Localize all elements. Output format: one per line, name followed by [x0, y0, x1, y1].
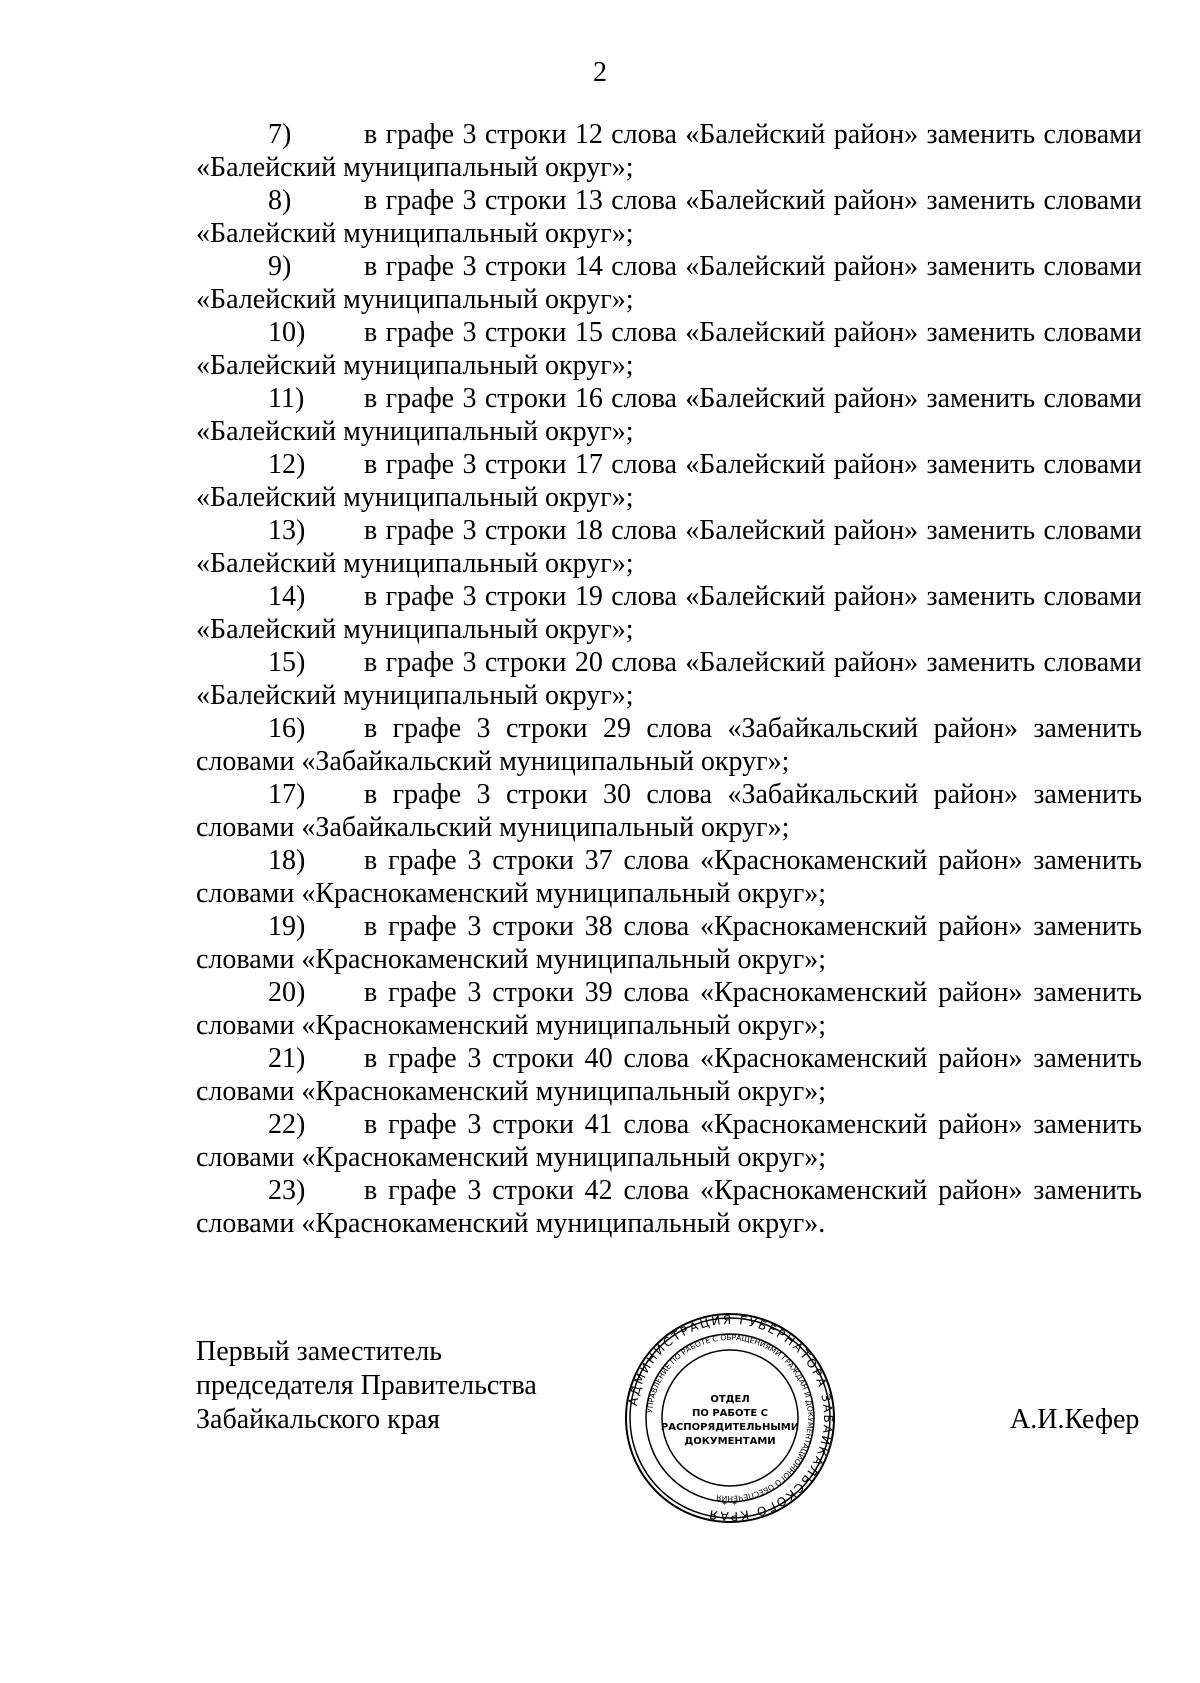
- amendment-text: в графе 3 строки 42 слова «Краснокаменский район» заменить: [364, 1175, 1142, 1206]
- amendment-item: [196, 514, 1142, 580]
- amendment-continuation: «Балейский муниципальный округ»;: [196, 152, 634, 183]
- amendment-item: [196, 580, 1142, 646]
- amendment-first-line: [196, 976, 1142, 1009]
- amendment-continuation: словами «Краснокаменский муниципальный округ»;: [196, 1142, 826, 1173]
- amendment-first-line: [196, 448, 1142, 481]
- amendment-first-line: [196, 580, 1142, 613]
- amendment-text: в графе 3 строки 19 слова «Балейский район» заменить словами: [364, 581, 1142, 612]
- amendment-continuation: словами «Краснокаменский муниципальный округ»;: [196, 1076, 826, 1107]
- amendment-first-line: [196, 316, 1142, 349]
- amendment-continuation: словами «Краснокаменский муниципальный округ»;: [196, 944, 826, 975]
- amendment-continuation: «Балейский муниципальный округ»;: [196, 614, 634, 645]
- signature-block: [196, 1335, 537, 1437]
- amendment-first-line: [196, 1108, 1142, 1141]
- amendment-first-line: [196, 1042, 1142, 1075]
- amendment-first-line: [196, 910, 1142, 943]
- amendment-first-line: [196, 382, 1142, 415]
- amendment-first-line: [196, 778, 1142, 811]
- amendment-number: 12): [268, 449, 306, 480]
- amendment-first-line: [196, 646, 1142, 679]
- amendment-text: в графе 3 строки 14 слова «Балейский район» заменить словами: [364, 251, 1142, 282]
- amendment-continuation: «Балейский муниципальный округ»;: [196, 416, 634, 447]
- amendment-text: в графе 3 строки 30 слова «Забайкальский район» заменить: [364, 779, 1142, 810]
- amendment-continuation: словами «Забайкальский муниципальный округ»;: [196, 746, 790, 777]
- amendment-number: 17): [268, 779, 306, 810]
- amendment-item: [196, 976, 1142, 1042]
- amendment-continuation: «Балейский муниципальный округ»;: [196, 482, 634, 513]
- amendment-text: в графе 3 строки 29 слова «Забайкальский район» заменить: [364, 713, 1142, 744]
- amendment-first-line: [196, 844, 1142, 877]
- amendment-text: в графе 3 строки 13 слова «Балейский район» заменить словами: [364, 185, 1142, 216]
- amendment-continuation: словами «Краснокаменский муниципальный округ».: [196, 1208, 826, 1239]
- amendment-continuation: «Балейский муниципальный округ»;: [196, 548, 634, 579]
- amendment-continuation: «Балейский муниципальный округ»;: [196, 680, 634, 711]
- amendment-continuation: «Балейский муниципальный округ»;: [196, 350, 634, 381]
- amendment-number: 8): [268, 185, 292, 216]
- amendment-text: в графе 3 строки 12 слова «Балейский район» заменить словами: [364, 119, 1142, 150]
- amendment-number: 13): [268, 515, 306, 546]
- amendment-continuation: словами «Краснокаменский муниципальный округ»;: [196, 878, 826, 909]
- seal-star-icon: *: [732, 1500, 737, 1511]
- amendment-continuation: словами «Краснокаменский муниципальный округ»;: [196, 1010, 826, 1041]
- amendment-item: [196, 1108, 1142, 1174]
- amendment-first-line: [196, 250, 1142, 283]
- amendment-item: [196, 1042, 1142, 1108]
- page-number: 2: [593, 57, 607, 88]
- amendment-item: [196, 316, 1142, 382]
- amendment-text: в графе 3 строки 37 слова «Краснокаменский район» заменить: [364, 845, 1142, 876]
- amendment-first-line: [196, 184, 1142, 217]
- amendment-number: 21): [268, 1043, 306, 1074]
- amendment-number: 18): [268, 845, 306, 876]
- amendment-item: [196, 646, 1142, 712]
- amendment-continuation: «Балейский муниципальный округ»;: [196, 218, 634, 249]
- amendment-number: 14): [268, 581, 306, 612]
- amendment-first-line: [196, 514, 1142, 547]
- amendment-text: в графе 3 строки 38 слова «Краснокаменский район» заменить: [364, 911, 1142, 942]
- amendment-number: 20): [268, 977, 306, 1008]
- amendment-number: 19): [268, 911, 306, 942]
- amendment-number: 16): [268, 713, 306, 744]
- seal-star-icon: *: [722, 1500, 727, 1511]
- signature-position-line: председателя Правительства: [196, 1370, 537, 1401]
- official-seal: [622, 1310, 838, 1526]
- seal-center-line: ДОКУМЕНТАМИ: [684, 1436, 776, 1447]
- amendment-text: в графе 3 строки 15 слова «Балейский район» заменить словами: [364, 317, 1142, 348]
- amendment-first-line: [196, 118, 1142, 151]
- amendment-item: [196, 778, 1142, 844]
- amendment-text: в графе 3 строки 20 слова «Балейский район» заменить словами: [364, 647, 1142, 678]
- amendment-item: [196, 1174, 1142, 1240]
- signature-position-line: Забайкальского края: [196, 1404, 441, 1435]
- amendment-number: 7): [268, 119, 292, 150]
- amendment-number: 9): [268, 251, 292, 282]
- amendment-item: [196, 184, 1142, 250]
- amendment-item: [196, 844, 1142, 910]
- amendment-number: 15): [268, 647, 306, 678]
- amendment-item: [196, 250, 1142, 316]
- seal-outer-text: АДМИНИСТРАЦИЯ ГУБЕРНАТОРА ЗАБАЙКАЛЬСКОГО КРАЯ: [625, 1312, 836, 1524]
- amendment-item: [196, 712, 1142, 778]
- amendment-item: [196, 910, 1142, 976]
- amendment-text: в графе 3 строки 16 слова «Балейский район» заменить словами: [364, 383, 1142, 414]
- signature-position-line: Первый заместитель: [196, 1336, 443, 1367]
- amendment-number: 23): [268, 1175, 306, 1206]
- amendment-first-line: [196, 712, 1142, 745]
- amendment-list: [196, 118, 1142, 1240]
- amendment-first-line: [196, 1174, 1142, 1207]
- amendment-text: в графе 3 строки 41 слова «Краснокаменский район» заменить: [364, 1109, 1142, 1140]
- amendment-item: [196, 382, 1142, 448]
- amendment-item: [196, 118, 1142, 184]
- amendment-text: в графе 3 строки 17 слова «Балейский район» заменить словами: [364, 449, 1142, 480]
- amendment-text: в графе 3 строки 39 слова «Краснокаменский район» заменить: [364, 977, 1142, 1008]
- amendment-continuation: «Балейский муниципальный округ»;: [196, 284, 634, 315]
- amendment-text: в графе 3 строки 18 слова «Балейский район» заменить словами: [364, 515, 1142, 546]
- seal-inner-text: УПРАВЛЕНИЕ ПО РАБОТЕ С ОБРАЩЕНИЯМИ ГРАЖДАН И ДОКУМЕНТАЦИОННОГО ОБЕСПЕЧЕНИЯ: [645, 1332, 816, 1504]
- amendment-number: 22): [268, 1109, 306, 1140]
- seal-center-line: ОТДЕЛ: [710, 1394, 750, 1405]
- amendment-number: 10): [268, 317, 306, 348]
- signer-name: А.И.Кефер: [1010, 1404, 1140, 1435]
- amendment-continuation: словами «Забайкальский муниципальный округ»;: [196, 812, 790, 843]
- seal-center-line: РАСПОРЯДИТЕЛЬНЫМИ: [660, 1422, 800, 1433]
- amendment-text: в графе 3 строки 40 слова «Краснокаменский район» заменить: [364, 1043, 1142, 1074]
- amendment-item: [196, 448, 1142, 514]
- seal-center-line: ПО РАБОТЕ С: [691, 1408, 769, 1419]
- amendment-number: 11): [268, 383, 305, 414]
